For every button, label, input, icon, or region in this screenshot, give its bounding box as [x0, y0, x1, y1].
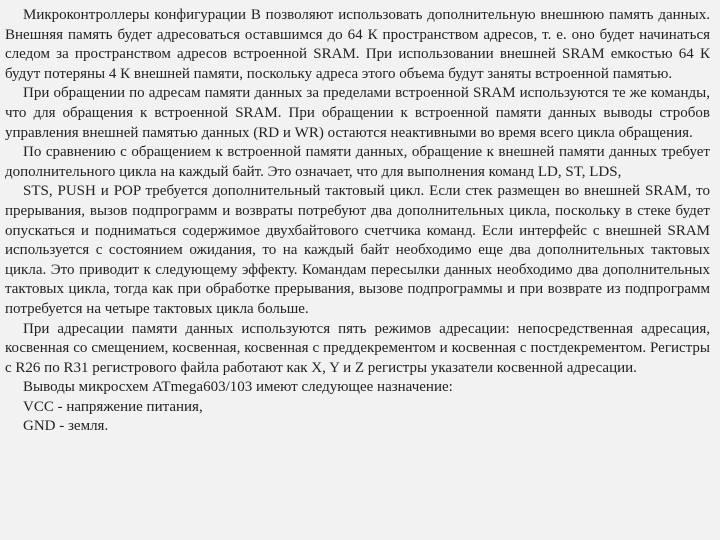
document-body — [5, 6, 710, 437]
paragraph-pin-assignment: Выводы микросхем ATmega603/103 имеют следующее назначение: — [23, 379, 453, 396]
paragraph-stack-cycles: STS, PUSH и POP требуется дополнительный тактовый цикл. Если стек размещен во внешней SRAM, то прерывания, вызов подпрограмм и возвраты потребуют два дополнительных цикла, поскольку в стеке будет опускаться и подниматься содержимое двухбайтового счетчика команд. Если интерфейс с внешней SRAM используется с состоянием ожидания, то на каждый байт необходимо еще два дополнительных тактовых цикла. Это приводит к следующему эффекту. Командам пересылки данных необходимо два дополнительных тактовых цикла, тогда как при обработке прерывания, вызове подпрограммы и при возврате из подпрограмм потребуется на четыре тактовых цикла больше. — [5, 183, 710, 317]
paragraph-gnd: GND - земля. — [23, 418, 109, 435]
paragraph-addressing-modes: При адресации памяти данных используются пять режимов адресации: непосредственная адресация, косвенная со смещением, косвенная, косвенная с преддекрементом и косвенная с постдекрементом. Регистры с R26 по R31 регистрового файла работают как X, Y и Z регистры указатели косвенной адресации. — [5, 320, 710, 376]
paragraph-vcc: VCC - напряжение питания, — [23, 398, 203, 415]
paragraph-addressing-commands: При обращении по адресам памяти данных за пределами встроенной SRAM используются те же команды, что для обращения к встроенной SRAM. При обращении к встроенной памяти данных выводы стробов управления внешней памятью данных (RD и WR) остаются неактивными во время всего цикла обращения. — [5, 85, 710, 141]
paragraph-external-memory: Микроконтроллеры конфигурации В позволяют использовать дополнительную внешнюю память данных. Внешняя память будет адресоваться оставшимся до 64 К пространством адресов, т. е. оно будет начинаться следом за пространством адресов встроенной SRAM. При использовании внешней SRAM емкостью 64 К будут потеряны 4 К внешней памяти, поскольку адреса этого объема будут заняты встроенной памятью. — [5, 7, 710, 82]
paragraph-extra-cycle: По сравнению с обращением к встроенной памяти данных, обращение к внешней памяти данных требует дополнительного цикла на каждый байт. Это означает, что для выполнения команд LD, ST, LDS, — [5, 144, 710, 180]
